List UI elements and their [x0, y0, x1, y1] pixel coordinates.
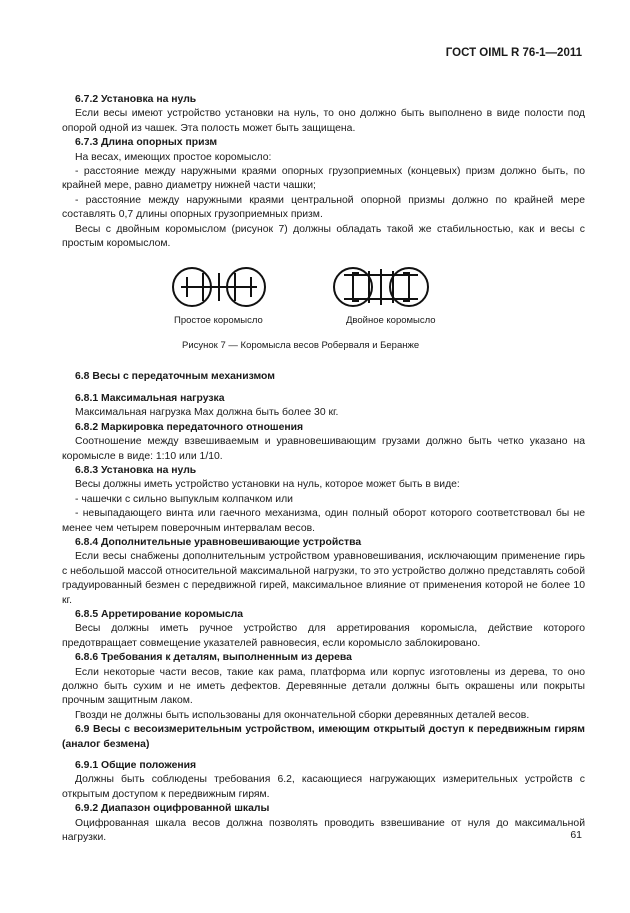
- figure-label-double-beam: Двойное коромысло: [346, 315, 436, 327]
- section-681-text: Максимальная нагрузка Max должна быть более 30 кг.: [75, 407, 339, 419]
- section-68-title: 6.8 Весы с передаточным механизмом: [75, 371, 275, 383]
- section-691-text: Должны быть соблюдены требования 6.2, касающиеся нагружающих измерительных устройств с открытым доступом к передвижным гирям.: [62, 774, 585, 800]
- section-673-closing: Весы с двойным коромыслом (рисунок 7) должны обладать такой же стабильностью, как и весы с простым коромыслом.: [62, 223, 585, 250]
- simple-beam-diagram: [168, 263, 270, 311]
- section-673-title: 6.7.3 Длина опорных призм: [75, 137, 218, 149]
- section-685-text: Весы должны иметь ручное устройство для арретирования коромысла, действие которого предотвращает совмещение указателей равновесия, если коромысло заблокировано.: [62, 623, 585, 649]
- double-beam-diagram: [329, 263, 433, 311]
- section-692-text: Оцифрованная шкала весов должна позволять проводить взвешивание от нуля до максимальной нагрузки.: [62, 817, 585, 844]
- figure-caption: Рисунок 7 — Коромысла весов Роберваля и Беранже: [182, 340, 420, 352]
- section-683-item-2: - невыпадающего винта или гаечного механизма, один полный оборот которого соответствовал бы не менее чем четырем поверочным интервалам весов.: [62, 508, 585, 534]
- document-code: ГОСТ OIML R 76-1—2011: [445, 47, 582, 59]
- figure-label-simple-beam: Простое коромысло: [174, 315, 263, 327]
- section-673-item-1: - расстояние между наружными краями опорных грузоприемных (концевых) призм должно быть, по крайней мере, равно диаметру нижней части чашки;: [62, 166, 585, 192]
- section-673-intro: На весах, имеющих простое коромысло:: [75, 151, 272, 163]
- section-672-text: Если весы имеют устройство установки на нуль, то оно должно быть выполнено в виде полости под опорой одной из чашек. Эта полость может быть защищена.: [62, 108, 585, 134]
- section-685-title: 6.8.5 Арретирование коромысла: [75, 608, 244, 620]
- section-672-title: 6.7.2 Установка на нуль: [75, 94, 197, 105]
- section-684-text: Если весы снабжены дополнительным устройством уравновешивания, исключающим применение гирь с небольшой массой относительной максимальной нагрузки, то это устройство должно представлять собой градуированный безмен с передвижной гирей, максимальное влияние от применения которой не более 10 кг.: [62, 551, 585, 606]
- section-682-title: 6.8.2 Маркировка передаточного отношения: [75, 421, 304, 433]
- section-683-title: 6.8.3 Установка на нуль: [75, 464, 197, 476]
- section-673-item-2: - расстояние между наружными краями центральной опорной призмы должно по крайней мере составлять 0,7 длины опорных грузоприемных призм.: [62, 194, 585, 221]
- figure-7: [62, 263, 585, 361]
- page-number: 61: [570, 829, 582, 841]
- section-686-text-2: Гвозди не должны быть использованы для окончательной сборки деревянных деталей весов.: [75, 709, 530, 721]
- section-683-intro: Весы должны иметь устройство установки на нуль, которое может быть в виде:: [75, 479, 460, 491]
- section-686-title: 6.8.6 Требования к деталям, выполненным из дерева: [75, 652, 352, 664]
- section-683-item-1: - чашечки с сильно выпуклым колпачком или: [75, 493, 293, 505]
- section-692-title: 6.9.2 Диапазон оцифрованной шкалы: [75, 803, 270, 815]
- section-69-title: 6.9 Весы с весоизмерительным устройством, имеющим открытый доступ к передвижным гирям (аналог безмена): [62, 724, 585, 750]
- section-681-title: 6.8.1 Максимальная нагрузка: [75, 392, 225, 404]
- page-content: [62, 93, 585, 845]
- section-682-text: Соотношение между взвешиваемым и уравновешивающим грузами должно быть четко указано на коромысле в виде: 1:10 или 1/10.: [62, 436, 585, 462]
- section-691-title: 6.9.1 Общие положения: [75, 760, 197, 772]
- section-684-title: 6.8.4 Дополнительные уравновешивающие устройства: [75, 536, 362, 548]
- section-686-text-1: Если некоторые части весов, такие как рама, платформа или корпус изготовлены из дерева, то оно должно быть сухим и не иметь дефектов. Деревянные детали должны быть окрашены или покрыты прочным защитным лаком.: [62, 666, 585, 707]
